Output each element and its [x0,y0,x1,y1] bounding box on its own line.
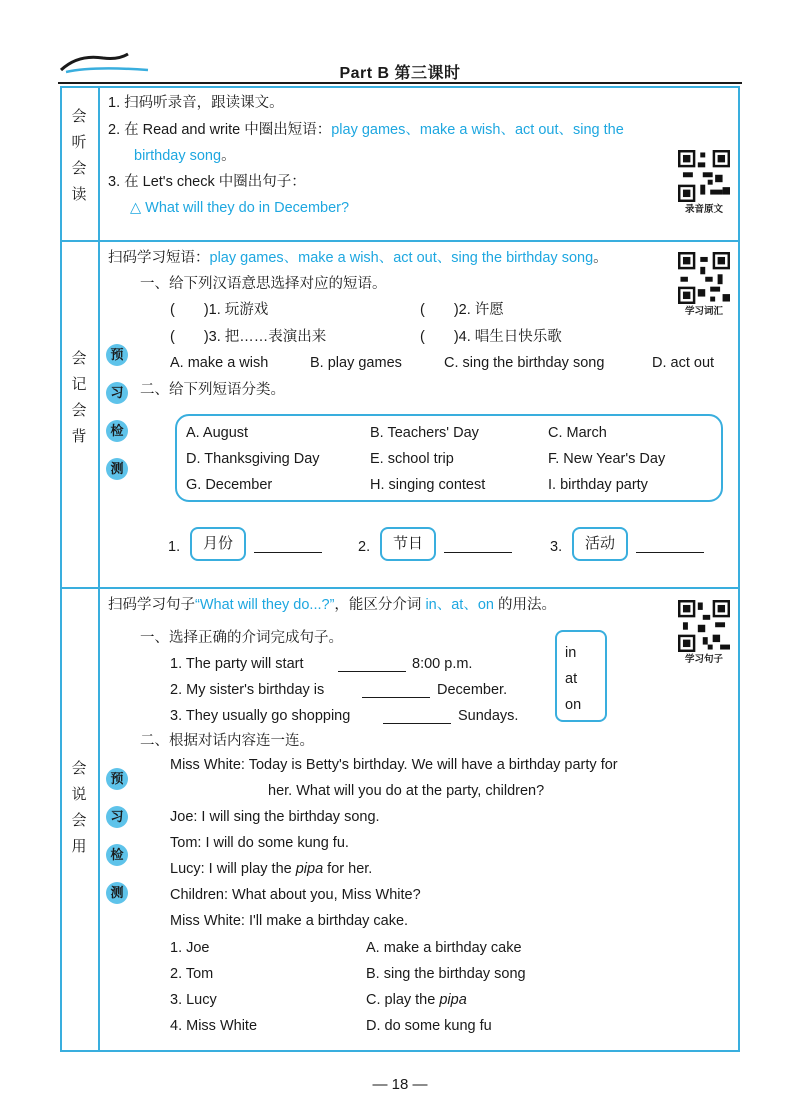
prep-sentence-3: 3. They usually go shopping [170,708,351,724]
prep-sentence-3-end: Sundays. [458,708,519,724]
qr-caption-sentences: 学习句子 [684,654,723,665]
worksheet-frame [60,86,740,1052]
qr-caption-vocab: 学习词汇 [684,306,723,317]
memorize-part1-item: ( )4. 唱生日快乐歌 [420,329,562,345]
preposition: at [565,671,578,687]
memorize-part1-option: D. act out [652,355,715,371]
match-left-item[interactable]: 3. Lucy [170,992,217,1008]
badges-speak [106,768,132,920]
badge: 预 [106,344,128,366]
side-label-speak: 会 说 会 用 [71,760,87,855]
answer-blank[interactable] [383,723,451,725]
memorize-part1-option: A. make a wish [170,355,269,371]
badge: 预 [106,768,128,790]
memorize-part1-item: ( )3. 把……表演出来 [170,329,327,345]
dialogue-line: Tom: I will do some kung fu. [170,835,349,851]
section-divider-2 [60,587,740,589]
side-label-listen: 会 听 会 读 [71,108,87,203]
listen-item-2: 2. 在 Read and write 中圈出短语：play games、make a wish、act out、sing the [108,122,624,138]
match-right-item[interactable]: A. make a birthday cake [366,940,522,956]
qr-code-sentences[interactable] [678,600,730,666]
speak-intro: 扫码学习句子“What will they do...?”，能区分介词 in、at、on 的用法。 [108,597,556,613]
phrase-option: B. Teachers' Day [370,425,479,441]
preposition-box [555,630,607,722]
memorize-part1-item: ( )1. 玩游戏 [170,302,269,318]
listen-item-3: 3. 在 Let's check 中圈出句子： [108,174,306,190]
page-title: Part B 第三课时 [339,65,461,82]
match-left-item[interactable]: 1. Joe [170,940,210,956]
qr-icon [678,600,730,652]
page-number: — 18 — [372,1076,428,1093]
category-box-months: 月份 [190,527,246,561]
match-right-item[interactable]: D. do some kung fu [366,1018,492,1034]
badges-memorize [106,344,132,496]
badge: 习 [106,806,128,828]
badge: 测 [106,458,128,480]
match-left-item[interactable]: 2. Tom [170,966,214,982]
header-rule [58,82,742,84]
speak-part1-title: 一、选择正确的介词完成句子。 [140,630,343,646]
badge: 习 [106,382,128,404]
phrase-option: C. March [548,425,607,441]
memorize-part2-title: 二、给下列短语分类。 [140,382,285,398]
dialogue-line: Miss White: Today is Betty's birthday. We will have a birthday party for [170,757,618,773]
phrase-option: E. school trip [370,451,454,467]
dialogue-line: Lucy: I will play the pipa for her. [170,861,373,877]
qr-code-vocab[interactable] [678,252,730,318]
side-label-memorize: 会 记 会 背 [71,350,87,445]
answer-blank[interactable] [362,697,430,699]
badge: 检 [106,844,128,866]
qr-icon [678,150,730,202]
phrase-option: H. singing contest [370,477,486,493]
listen-item-3-sentence: △ What will they do in December? [130,200,350,216]
phrase-option: G. December [186,477,273,493]
category-box-activities: 活动 [572,527,628,561]
answer-blank[interactable] [444,552,512,554]
match-left-item[interactable]: 4. Miss White [170,1018,258,1034]
prep-sentence-2: 2. My sister's birthday is [170,682,325,698]
dialogue-line: her. What will you do at the party, children? [268,783,545,799]
answer-blank[interactable] [338,671,406,673]
listen-item-2-phrases: play games、make a wish、act out、sing the [331,122,624,138]
dialogue-line: Miss White: I'll make a birthday cake. [170,913,409,929]
memorize-part1-option: C. sing the birthday song [444,355,605,371]
side-divider [98,86,100,1052]
answer-blank[interactable] [636,552,704,554]
phrase-option: D. Thanksgiving Day [186,451,320,467]
phrase-option: I. birthday party [548,477,648,493]
prep-sentence-1-end: 8:00 p.m. [412,656,473,672]
match-right-item[interactable]: C. play the pipa [366,992,467,1008]
memorize-part1-item: ( )2. 许愿 [420,302,504,318]
dialogue-line: Children: What about you, Miss White? [170,887,421,903]
preposition: on [565,697,582,713]
category-number: 1. [168,539,181,555]
category-box-festivals: 节日 [380,527,436,561]
badge: 检 [106,420,128,442]
qr-code-audio[interactable] [678,150,730,216]
prep-sentence-1: 1. The party will start [170,656,304,672]
phrase-option: A. August [186,425,249,441]
answer-blank[interactable] [254,552,322,554]
memorize-part1-option: B. play games [310,355,402,371]
category-number: 2. [358,539,371,555]
listen-item-1: 1. 扫码听录音，跟读课文。 [108,95,284,111]
match-right-item[interactable]: B. sing the birthday song [366,966,526,982]
qr-icon [678,252,730,304]
preposition: in [565,645,577,661]
prep-sentence-2-end: December. [437,682,508,698]
phrase-option: F. New Year's Day [548,451,666,467]
dialogue-line: Joe: I will sing the birthday song. [170,809,380,825]
qr-caption-audio: 录音原文 [684,204,723,215]
section-divider-1 [60,240,740,242]
category-number: 3. [550,539,563,555]
speak-part2-title: 二、根据对话内容连一连。 [140,733,314,749]
badge: 测 [106,882,128,904]
memorize-part1-title: 一、给下列汉语意思选择对应的短语。 [140,276,387,292]
listen-item-2-cont: birthday song。 [134,148,236,164]
memorize-intro: 扫码学习短语：play games、make a wish、act out、sing the birthday song。 [108,250,608,266]
